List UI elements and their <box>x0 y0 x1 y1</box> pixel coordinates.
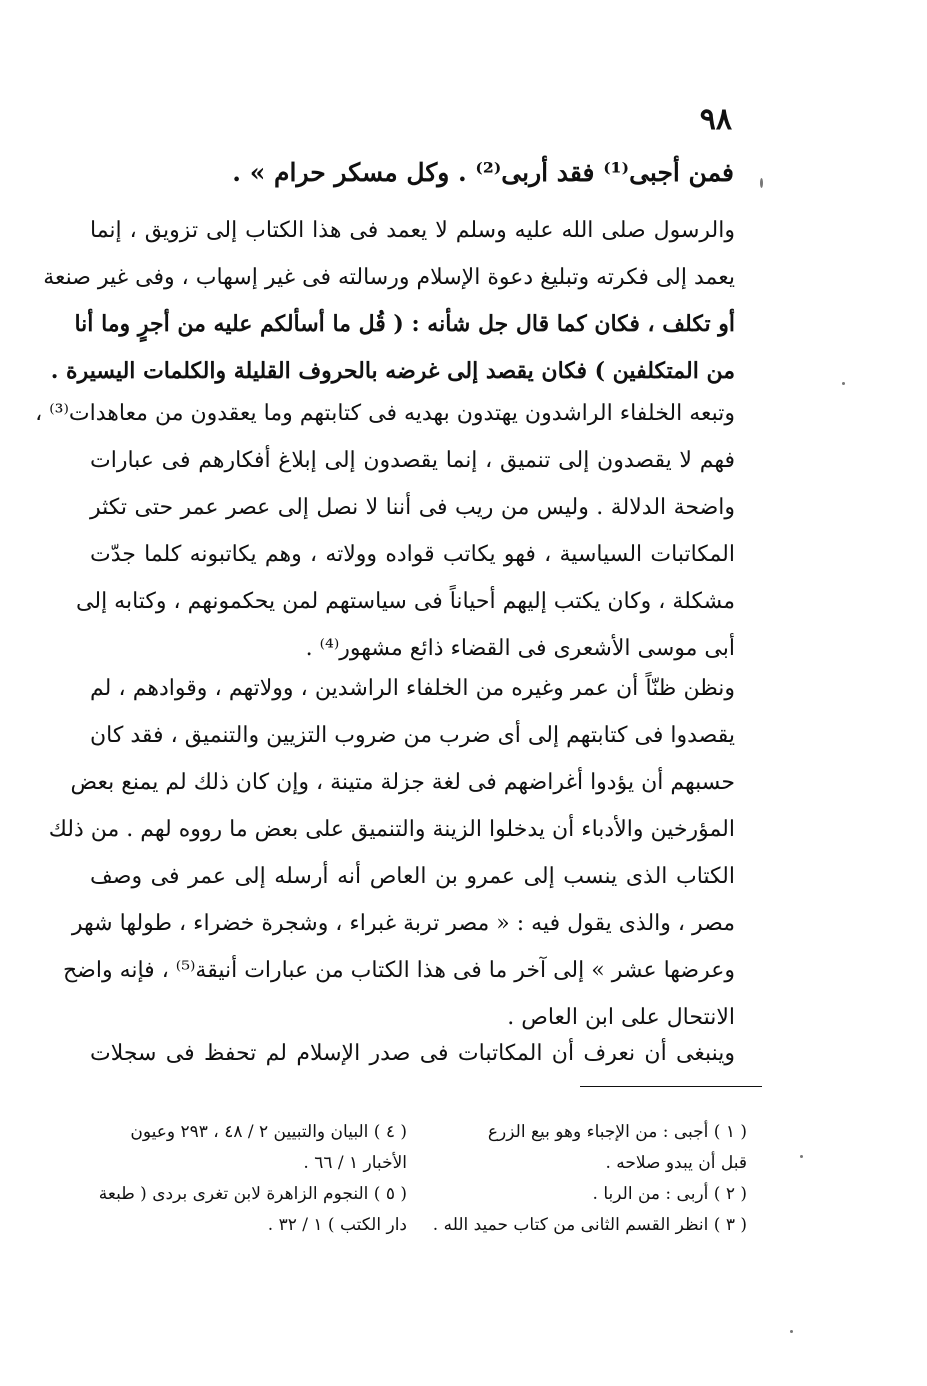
paragraph-3 <box>48 665 735 1041</box>
text-line: والرسول صلى الله عليه وسلم لا يعمد فى هذا الكتاب إلى تزويق ، إنما <box>90 218 735 243</box>
text-line: الكتاب الذى ينسب إلى عمرو بن العاص أنه أرسله إلى عمر فى وصف <box>90 864 735 889</box>
paragraph-2 <box>35 390 735 672</box>
text-line: فهم لا يقصدون إلى تنميق ، إنما يقصدون إلى إبلاغ أفكارهم فى عبارات <box>90 448 735 473</box>
footnote-text: ( ٣ ) انظر القسم الثانى من كتاب حميد الله . <box>432 1215 747 1235</box>
text-line: من المتكلفين ) فكان يقصد إلى غرضه بالحروف القليلة والكلمات اليسيرة . <box>50 358 735 384</box>
text-line: مشكلة ، وكان يكتب إليهم أحياناً فى سياستهم لمن يحكمونهم ، وكتابه إلى <box>76 589 735 614</box>
scan-speck <box>760 178 763 188</box>
footnote-text: ( ٥ ) النجوم الزاهرة لابن تغرى بردى ( طبعة <box>98 1184 407 1204</box>
text-line: يقصدوا فى كتابتهم إلى أى ضرب من ضروب التزيين والتنميق ، فقد كان <box>90 723 735 748</box>
text-line: أو تكلف ، فكان كما قال جل شأنه : ( قُل ما أسألكم عليه من أجرٍ وما أنا <box>74 311 735 337</box>
footnote-2 <box>412 1179 747 1210</box>
text-line: ونظن ظنّاً أن عمر وغيره من الخلفاء الراشدين ، وولاتهم ، وقوادهم ، لم <box>90 676 735 701</box>
scan-speck <box>790 1330 793 1333</box>
text-line: وتبعه الخلفاء الراشدون يهتدون بهديه فى كتابتهم وما يعقدون من معاهدات⁽³⁾ ، <box>35 401 735 426</box>
scan-speck <box>842 382 845 385</box>
footnote-3 <box>412 1210 747 1241</box>
scan-speck <box>800 1155 803 1158</box>
paragraph-4 <box>90 1030 735 1077</box>
opening-line: فمن أجبى⁽¹⁾ فقد أربى⁽²⁾ . وكل مسكر حرام » . <box>232 158 734 187</box>
footnote-text: ( ٤ ) البيان والتبيين ٢ / ٤٨ ، ٢٩٣ وعيون <box>130 1122 407 1142</box>
footnotes-right-column <box>412 1117 747 1241</box>
footnote-text: ( ١ ) أجبى : من الإجباء وهو بيع الزرع <box>487 1122 747 1142</box>
footnote-separator <box>580 1086 762 1087</box>
text-line: أبى موسى الأشعرى فى القضاء ذائع مشهور⁽⁴⁾ . <box>305 636 735 661</box>
text-line: وينبغى أن نعرف أن المكاتبات فى صدر الإسلام لم تحفظ فى سجلات <box>90 1041 735 1066</box>
text-line: واضحة الدلالة . وليس من ريب فى أننا لا نصل إلى عصر عمر حتى تكثر <box>90 495 735 520</box>
footnote-4 <box>72 1117 407 1179</box>
text-line: المكاتبات السياسية ، فهو يكاتب قواده وولاته ، وهم يكاتبونه كلما جدّت <box>90 542 735 567</box>
page-number: ٩٨ <box>699 102 732 137</box>
footnote-continuation: الأخبار ١ / ٦٦ . <box>303 1153 407 1173</box>
text-line: الانتحال على ابن العاص . <box>507 1005 735 1030</box>
text-line: المؤرخين والأدباء أن يدخلوا الزينة والتنميق على بعض ما رووه لهم . من ذلك <box>48 817 735 842</box>
footnotes-left-column <box>72 1117 407 1241</box>
footnote-1 <box>412 1117 747 1179</box>
footnote-5 <box>72 1179 407 1241</box>
text-line: حسبهم أن يؤدوا أغراضهم فى لغة جزلة متينة ، وإن كان ذلك لم يمنع بعض <box>70 770 735 795</box>
footnote-text: ( ٢ ) أربى : من الربا . <box>592 1184 747 1204</box>
footnote-continuation: قبل أن يبدو صلاحه . <box>605 1153 747 1173</box>
paragraph-1 <box>43 207 735 395</box>
text-line: مصر ، والذى يقول فيه : « مصر تربة غبراء ، وشجرة خضراء ، طولها شهر <box>71 911 735 936</box>
footnote-continuation: دار الكتب ) ١ / ٣٢ . <box>267 1215 407 1235</box>
text-line: يعمد إلى فكرته وتبليغ دعوة الإسلام ورسالته فى غير إسهاب ، وفى غير صنعة <box>43 265 735 290</box>
text-line: وعرضها عشر » إلى آخر ما فى هذا الكتاب من عبارات أنيقة⁽⁵⁾ ، فإنه واضح <box>62 958 735 983</box>
